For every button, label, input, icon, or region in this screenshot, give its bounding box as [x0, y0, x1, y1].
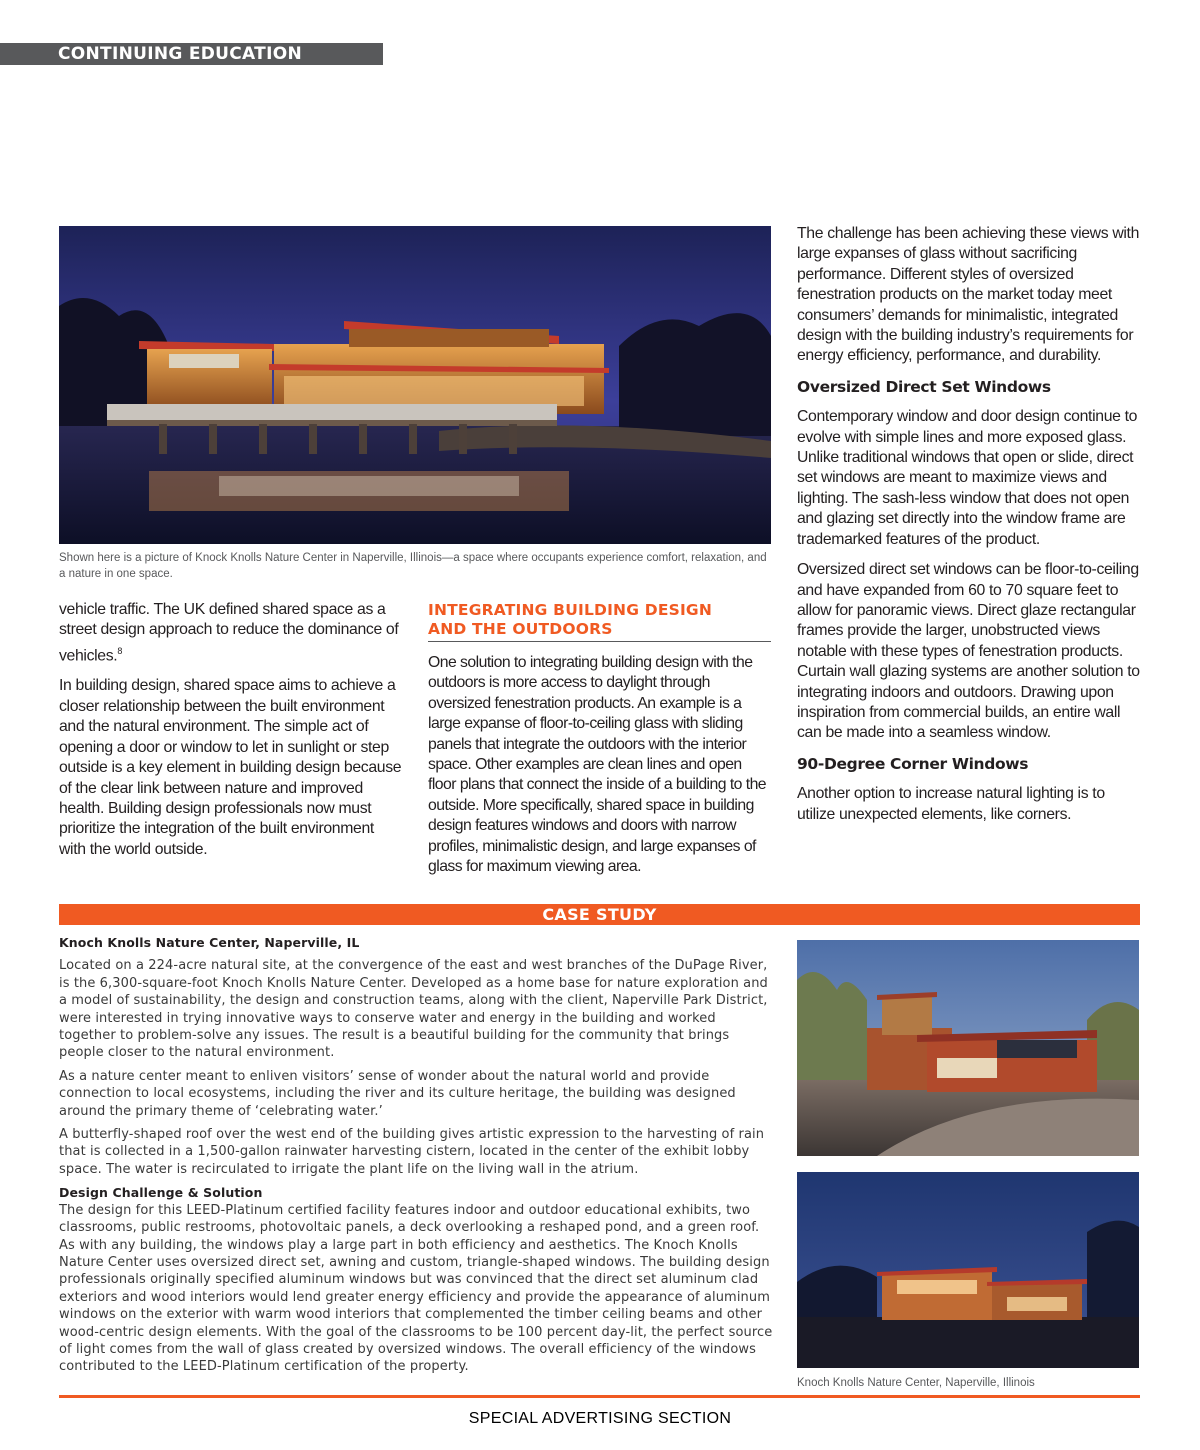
case-study-text [59, 934, 774, 1382]
middle-paragraph-1: One solution to integrating building design with the outdoors is more access to daylight through oversized fenestration products. An example is a large expanse of floor-to-ceiling glass with sliding panels that integrate the outdoors with the interior space. Other examples are clean lines and open floor plans that connect the inside of a building to the outside. More specifically, shared space in building design features windows and doors with narrow profiles, minimalistic design, and large expanses of glass for maximum viewing area. [428, 654, 767, 876]
case-subhead: Design Challenge & Solution [59, 1185, 263, 1201]
photo-nature-center-dusk-icon [797, 940, 1139, 1156]
case-paragraph-3: A butterfly-shaped roof over the west end of the building gives artistic expression to the harvesting of rain that is collected in a 1,500-gallon rainwater harvesting cistern, located in the center of the exhibit lobby space. The water is recirculated to irrigate the plant life on the living wall in the atrium. [59, 1127, 765, 1177]
case-paragraph-4: The design for this LEED-Platinum certified facility features indoor and outdoor educational exhibits, two classrooms, public restrooms, photovoltaic panels, a deck overlooking a reshaped pond, and a green roof. As with any building, the windows play a large part in both efficiency and aesthetics. The Knoch Knolls Nature Center uses oversized direct set, awning and custom, triangle-shaped windows. The building design professionals originally specified aluminum windows but was convinced that the direct set aluminum clad exteriors and wood interiors would lend greater energy efficiency and provide the appearance of aluminum windows on the exterior with warm wood interiors that complemented the timber ceiling beams and other wood-centric design elements. With the goal of the classrooms to be 100 percent day-lit, the perfect source of light comes from the wall of glass created by oversized windows. The overall efficiency of the windows contributed to the LEED-Platinum certification of the property. [59, 1202, 773, 1375]
middle-column [428, 601, 771, 877]
right-paragraph-1: The challenge has been achieving these views with large expanses of glass without sacrificing performance. Different styles of oversized fenestration products on the market today meet consumers’ demands for minimalistic, integrated design with the building industry’s requirements for energy efficiency, performance, and durability. [797, 225, 1140, 365]
main-photo-caption: Shown here is a picture of Knock Knolls Nature Center in Naperville, Illinois—a space where occupants experience comfort, relaxation, and a nature in one space. [59, 552, 767, 580]
main-photo [59, 226, 771, 544]
subhead-direct-set: Oversized Direct Set Windows [797, 377, 1051, 396]
left-paragraph-1-text: vehicle traffic. The UK defined shared space as a street design approach to reduce the dominance of vehicles. [59, 601, 399, 665]
case-study-label: CASE STUDY [542, 905, 657, 924]
case-study-bar [59, 904, 1140, 925]
section-header-tab [0, 43, 383, 65]
footnote-ref: 8 [117, 645, 122, 656]
case-photo-caption: Knoch Knolls Nature Center, Naperville, Illinois [797, 1377, 1035, 1389]
right-paragraph-3: Oversized direct set windows can be floor-to-ceiling and have expanded from 60 to 70 square feet to allow for panoramic views. Direct glaze rectangular frames provide the larger, unobstructed views notable with these types of fenestration products. Curtain wall glazing systems are another solution to integrating indoors and outdoors. Drawing upon inspiration from commercial builds, an entire wall can be made into a seamless window. [797, 561, 1140, 742]
case-photo-top [797, 940, 1139, 1156]
case-photo-bottom [797, 1172, 1139, 1368]
case-paragraph-2: As a nature center meant to enliven visitors’ sense of wonder about the natural world and provide connection to local ecosystems, including the river and its culture heritage, the building was designed around the primary theme of ‘celebrating water.’ [59, 1068, 736, 1119]
photo-nature-center-night-icon [59, 226, 771, 544]
left-column [59, 600, 404, 870]
right-paragraph-2: Contemporary window and door design continue to evolve with simple lines and more exposed glass. Unlike traditional windows that open or slide, direct set windows are meant to maximize views and lighting. The sash-less window that does not open and glazing set directly into the window frame are trademarked features of the product. [797, 408, 1138, 548]
subhead-corner-windows: 90-Degree Corner Windows [797, 754, 1029, 773]
section-heading-line-1: INTEGRATING BUILDING DESIGN [428, 601, 713, 619]
right-paragraph-4: Another option to increase natural lighting is to utilize unexpected elements, like corners. [797, 785, 1105, 823]
right-column [797, 224, 1145, 835]
section-heading [428, 601, 771, 642]
bottom-rule [59, 1395, 1140, 1398]
photo-nature-center-night-wide-icon [797, 1172, 1139, 1368]
left-paragraph-1 [59, 600, 404, 666]
case-paragraph-1: Located on a 224-acre natural site, at the convergence of the east and west branches of the DuPage River, is the 6,300-square-foot Knoch Knolls Nature Center. Developed as a home base for nature exploration and a model of sustainability, the design and construction teams, along with the client, Naperville Park District, were interested in trying innovative ways to conserve water and energy in the building and worked together to problem-solve any issues. The result is a beautiful building for the community that brings people closer to the natural environment. [59, 958, 768, 1061]
case-study-title: Knoch Knolls Nature Center, Naperville, IL [59, 935, 360, 950]
section-heading-line-2: AND THE OUTDOORS [428, 620, 613, 638]
footer-label: SPECIAL ADVERTISING SECTION [468, 1410, 732, 1427]
left-paragraph-2: In building design, shared space aims to achieve a closer relationship between the built environment and the natural environment. The simple act of opening a door or window to let in sunlight or step outside is a key element in building design because of the clear link between nature and improved health. Building design professionals now must prioritize the integration of the built environment with the world outside. [59, 677, 402, 858]
section-label: CONTINUING EDUCATION [58, 44, 302, 64]
